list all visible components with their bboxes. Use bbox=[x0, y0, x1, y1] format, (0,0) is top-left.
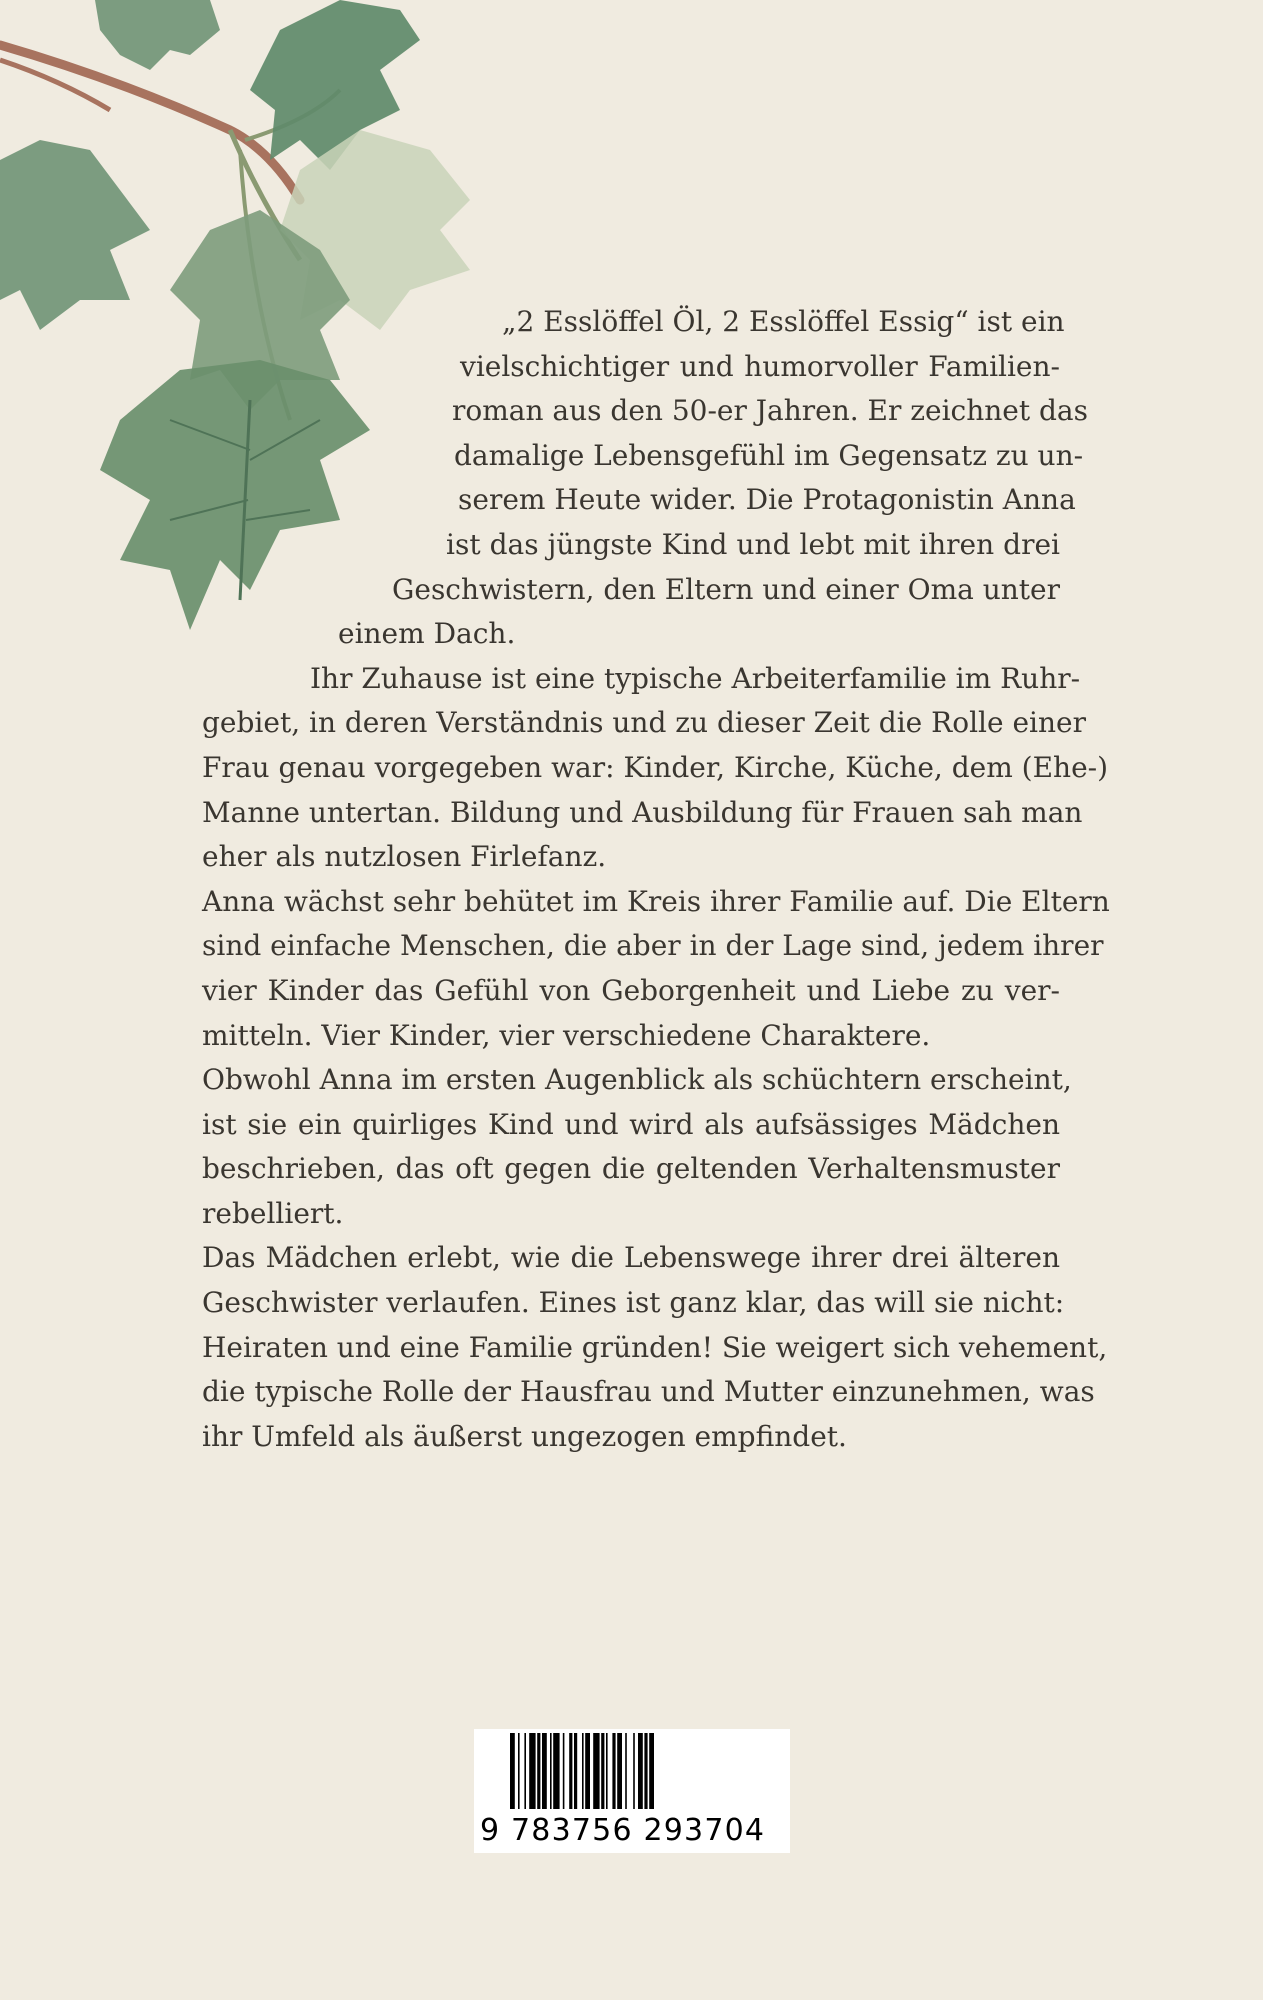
blurb-line: Geschwister verlaufen. Eines ist ganz klar, das will sie nicht: bbox=[202, 1286, 1065, 1320]
barcode-bar bbox=[582, 1733, 584, 1809]
blurb-line: Anna wächst sehr behütet im Kreis ihrer Familie auf. Die Eltern bbox=[202, 884, 1110, 918]
barcode-bar bbox=[633, 1733, 635, 1809]
barcode-bar bbox=[574, 1733, 577, 1809]
blurb-line: Frau genau vorgegeben war: Kinder, Kirche, Küche, dem (Ehe-) bbox=[202, 750, 1109, 784]
blurb-line: Heiraten und eine Familie gründen! Sie weigert sich vehement, bbox=[202, 1330, 1108, 1364]
blurb-line: vier Kinder das Gefühl von Geborgenheit und Liebe zu ver- bbox=[202, 973, 1060, 1007]
barcode-bar bbox=[617, 1733, 622, 1809]
barcode-bar bbox=[550, 1733, 552, 1809]
barcode-bar bbox=[593, 1733, 599, 1809]
barcode-bar bbox=[612, 1733, 615, 1809]
blurb-line: serem Heute wider. Die Protagonistin Anna bbox=[458, 483, 1076, 517]
isbn-barcode bbox=[474, 1729, 790, 1853]
blurb-line: „2 Esslöffel Öl, 2 Esslöffel Essig“ ist ein bbox=[502, 305, 1065, 338]
barcode-bar bbox=[638, 1733, 643, 1809]
barcode-bar bbox=[563, 1733, 565, 1809]
blurb-line: sind einfache Menschen, die aber in der Lage sind, jedem ihrer bbox=[202, 929, 1104, 963]
blurb-line: mitteln. Vier Kinder, vier verschiedene Charaktere. bbox=[202, 1018, 931, 1052]
barcode-bar bbox=[649, 1733, 654, 1809]
blurb-line: die typische Rolle der Hausfrau und Mutter einzunehmen, was bbox=[202, 1375, 1095, 1409]
barcode-bar bbox=[601, 1733, 604, 1809]
barcode-bar bbox=[518, 1733, 520, 1809]
barcode-bar bbox=[537, 1733, 540, 1809]
blurb-line: ihr Umfeld als äußerst ungezogen empfindet. bbox=[202, 1419, 847, 1453]
blurb-line: eher als nutzlosen Firlefanz. bbox=[202, 840, 607, 874]
blurb-line: damalige Lebensgefühl im Gegensatz zu un- bbox=[454, 438, 1084, 472]
blurb-line: Manne untertan. Bildung und Ausbildung für Frauen sah man bbox=[202, 795, 1083, 829]
barcode-bar bbox=[644, 1733, 647, 1809]
blurb-line: ist das jüngste Kind und lebt mit ihren drei bbox=[446, 527, 1060, 561]
blurb-line: Geschwistern, den Eltern und einer Oma unter bbox=[392, 572, 1060, 606]
isbn-number: 9 783756 293704 bbox=[480, 1813, 766, 1848]
blurb-line: gebiet, in deren Verständnis und zu dieser Zeit die Rolle einer bbox=[202, 706, 1086, 740]
barcode-bar bbox=[542, 1733, 547, 1809]
barcode-bar bbox=[606, 1733, 608, 1809]
barcode-bar bbox=[569, 1733, 572, 1809]
blurb-text bbox=[202, 300, 1110, 1459]
blurb-line: rebelliert. bbox=[202, 1196, 344, 1230]
blurb-line: roman aus den 50-er Jahren. Er zeichnet das bbox=[452, 394, 1088, 428]
blurb-line: Ihr Zuhause ist eine typische Arbeiterfamilie im Ruhr- bbox=[310, 661, 1081, 695]
blurb-line: beschrieben, das oft gegen die geltenden Verhaltensmuster bbox=[202, 1152, 1060, 1186]
barcode-bar bbox=[510, 1733, 515, 1809]
blurb-line: Obwohl Anna im ersten Augenblick als schüchtern erscheint, bbox=[202, 1063, 1072, 1097]
barcode-bar bbox=[553, 1733, 559, 1809]
blurb-line: ist sie ein quirliges Kind und wird als aufsässiges Mädchen bbox=[202, 1107, 1060, 1141]
blurb-line: Das Mädchen erlebt, wie die Lebenswege ihrer drei älteren bbox=[202, 1241, 1060, 1275]
barcode-bar bbox=[625, 1733, 627, 1809]
blurb-line: einem Dach. bbox=[338, 617, 516, 651]
barcode-bar bbox=[524, 1733, 526, 1809]
barcode-bar bbox=[529, 1733, 535, 1809]
blurb-line: vielschichtiger und humorvoller Familien- bbox=[460, 349, 1060, 383]
barcode-bar bbox=[585, 1733, 590, 1809]
